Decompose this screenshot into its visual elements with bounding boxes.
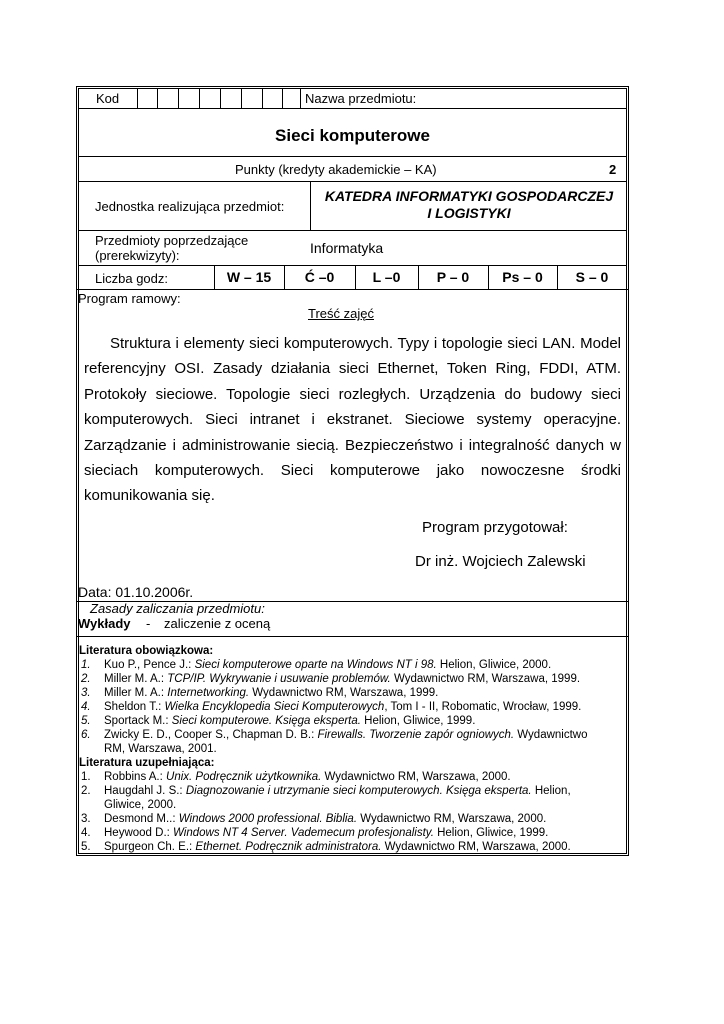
content-text — [84, 331, 621, 509]
literature-item-publisher: Wydawnictwo RM, Warszawa, 1999. — [390, 673, 581, 685]
literature-item-publisher: Wydawnictwo RM, Warszawa, 2000. — [357, 813, 547, 825]
literature-item-title: Wielka Encyklopedia Sieci Komputerowych — [164, 701, 385, 713]
literature-item-number: 2. — [81, 785, 91, 797]
literature-item-number: 3. — [81, 813, 91, 825]
prereq-label-line2: (prerekwizyty): — [95, 248, 180, 263]
literature-item — [79, 659, 551, 673]
literature-item-author: Miller M. A.: — [104, 687, 168, 699]
code-box — [241, 88, 261, 108]
literature-item — [79, 715, 475, 729]
literature-item-title: Sieci komputerowe oparte na Windows NT i 98. — [194, 659, 437, 671]
literature-item — [79, 785, 571, 799]
literature-item-title: Unix. Podręcznik użytkownika. — [166, 771, 322, 783]
literature-item — [79, 687, 438, 701]
literature-item-publisher: Wydawnictwo — [514, 729, 588, 741]
hours-exercises: Ć –0 — [304, 269, 335, 285]
literature-item-author: Robbins A.: — [104, 771, 167, 783]
code-box — [157, 88, 177, 108]
code-label: Kod — [96, 91, 120, 106]
supplementary-literature-label: Literatura uzupełniająca: — [79, 757, 215, 769]
literature-item-number: 4. — [81, 827, 91, 839]
literature-item — [79, 813, 546, 827]
literature-item-publisher: Helion, Gliwice, 1999. — [360, 715, 476, 727]
literature-item-title: TCP/IP. Wykrywanie i usuwanie problemów. — [167, 673, 391, 685]
literature-item-author: Desmond M..: — [104, 813, 179, 825]
points-value: 2 — [609, 162, 617, 177]
literature-item-publisher: Wydawnictwo RM, Warszawa, 2000. — [321, 771, 511, 783]
unit-label: Jednostka realizująca przedmiot: — [95, 199, 285, 214]
unit-value-line1: KATEDRA INFORMATYKI GOSPODARCZEJ — [324, 188, 614, 204]
hours-proseminar: Ps – 0 — [502, 269, 543, 285]
literature-item-author: Sportack M.: — [104, 715, 172, 727]
hours-project: P – 0 — [436, 269, 470, 285]
code-box — [178, 88, 198, 108]
required-literature-label: Literatura obowiązkowa: — [79, 645, 214, 657]
literature-item-publisher: Helion, — [531, 785, 571, 797]
prepared-by: Dr inż. Wojciech Zalewski — [415, 553, 586, 570]
literature-item-number: 1. — [81, 771, 91, 783]
literature-item-publisher: Wydawnictwo RM, Warszawa, 1999. — [249, 687, 439, 699]
course-name-label: Nazwa przedmiotu: — [305, 91, 417, 106]
prereq-value: Informatyka — [310, 240, 384, 256]
literature-item-continuation: RM, Warszawa, 2001. — [104, 743, 217, 755]
literature-item — [79, 841, 571, 855]
literature-item-title: Sieci komputerowe. Księga eksperta. — [171, 715, 361, 727]
hours-lab: L –0 — [372, 269, 401, 285]
code-box — [137, 88, 157, 108]
hours-lecture: W – 15 — [226, 269, 272, 285]
literature-item — [79, 827, 548, 841]
literature-item-publisher: Wydawnictwo RM, Warszawa, 2000. — [381, 841, 571, 853]
hours-seminar: S – 0 — [575, 269, 609, 285]
grading-label: Zasady zaliczania przedmiotu: — [90, 601, 265, 616]
literature-item-continuation: Gliwice, 2000. — [104, 799, 177, 811]
grading-type: Wykłady — [78, 616, 131, 631]
literature-item-number: 3. — [81, 687, 91, 699]
hours-label: Liczba godz: — [95, 271, 168, 286]
program-label: Program ramowy: — [78, 291, 181, 306]
literature-item-publisher: Helion, Gliwice, 1999. — [433, 827, 549, 839]
literature-item-publisher: , Tom I - II, Robomatic, Wrocław, 1999. — [384, 701, 582, 713]
points-label: Punkty (kredyty akademickie – KA) — [235, 162, 437, 177]
literature-item-number: 6. — [81, 729, 91, 741]
literature-item-author: Spurgeon Ch. E.: — [104, 841, 196, 853]
unit-value-line2: I LOGISTYKI — [427, 205, 511, 221]
literature-item — [79, 771, 511, 785]
grading-dash: - — [146, 616, 151, 631]
literature-item-author: Kuo P., Pence J.: — [104, 659, 195, 671]
literature-item-number: 2. — [81, 673, 91, 685]
date-text: Data: 01.10.2006r. — [78, 584, 194, 600]
grading-method: zaliczenie z oceną — [164, 616, 271, 631]
literature-item-number: 5. — [81, 715, 91, 727]
literature-item-title: Firewalls. Tworzenie zapór ogniowych. — [317, 729, 515, 741]
code-box — [199, 88, 219, 108]
prepared-label: Program przygotował: — [422, 519, 568, 536]
literature-item-title: Diagnozowanie i utrzymanie sieci komputerowych. Księga eksperta. — [185, 785, 532, 797]
content-paragraph: Struktura i elementy sieci komputerowych. Typy i topologie sieci LAN. Model referencyjny OSI. Zasady działania sieci Ethernet, Token Ring, FDDI, ATM. Protokoły sieciowe. Topologie sieci rozległych. Urządzenia do budowy sieci komputerowych. Sieci intranet i ekstranet. Sieciowe systemy operacyjne. Zarządzanie i administrowanie siecią. Bezpieczeństwo i integralność danych w sieciach komputerowych. Sieci komputerowe jako nowoczesne środki komunikowania się. — [84, 335, 621, 505]
literature-item-title: Windows NT 4 Server. Vademecum profesjonalisty. — [173, 827, 434, 839]
literature-item-title: Ethernet. Podręcznik administratora. — [195, 841, 382, 853]
literature-item-title: Windows 2000 professional. Biblia. — [178, 813, 358, 825]
course-title: Sieci komputerowe — [275, 126, 430, 145]
literature-item-publisher: Helion, Gliwice, 2000. — [436, 659, 552, 671]
literature-item-number: 1. — [81, 659, 91, 671]
literature-item-author: Heywood D.: — [104, 827, 174, 839]
literature-item-number: 5. — [81, 841, 91, 853]
literature-item-title: Internetworking. — [167, 687, 250, 699]
code-box — [262, 88, 282, 108]
prereq-label-line1: Przedmioty poprzedzające — [95, 233, 249, 248]
literature-item-author: Miller M. A.: — [104, 673, 168, 685]
content-title: Treść zajęć — [308, 306, 374, 321]
literature-item — [79, 673, 580, 687]
literature-item — [79, 729, 588, 743]
literature-item — [79, 701, 581, 715]
literature-item-number: 4. — [81, 701, 91, 713]
literature-item-author: Sheldon T.: — [104, 701, 165, 713]
literature-item-author: Zwicky E. D., Cooper S., Chapman D. B.: — [104, 729, 318, 741]
code-box — [220, 88, 240, 108]
literature-item-author: Haugdahl J. S.: — [104, 785, 186, 797]
